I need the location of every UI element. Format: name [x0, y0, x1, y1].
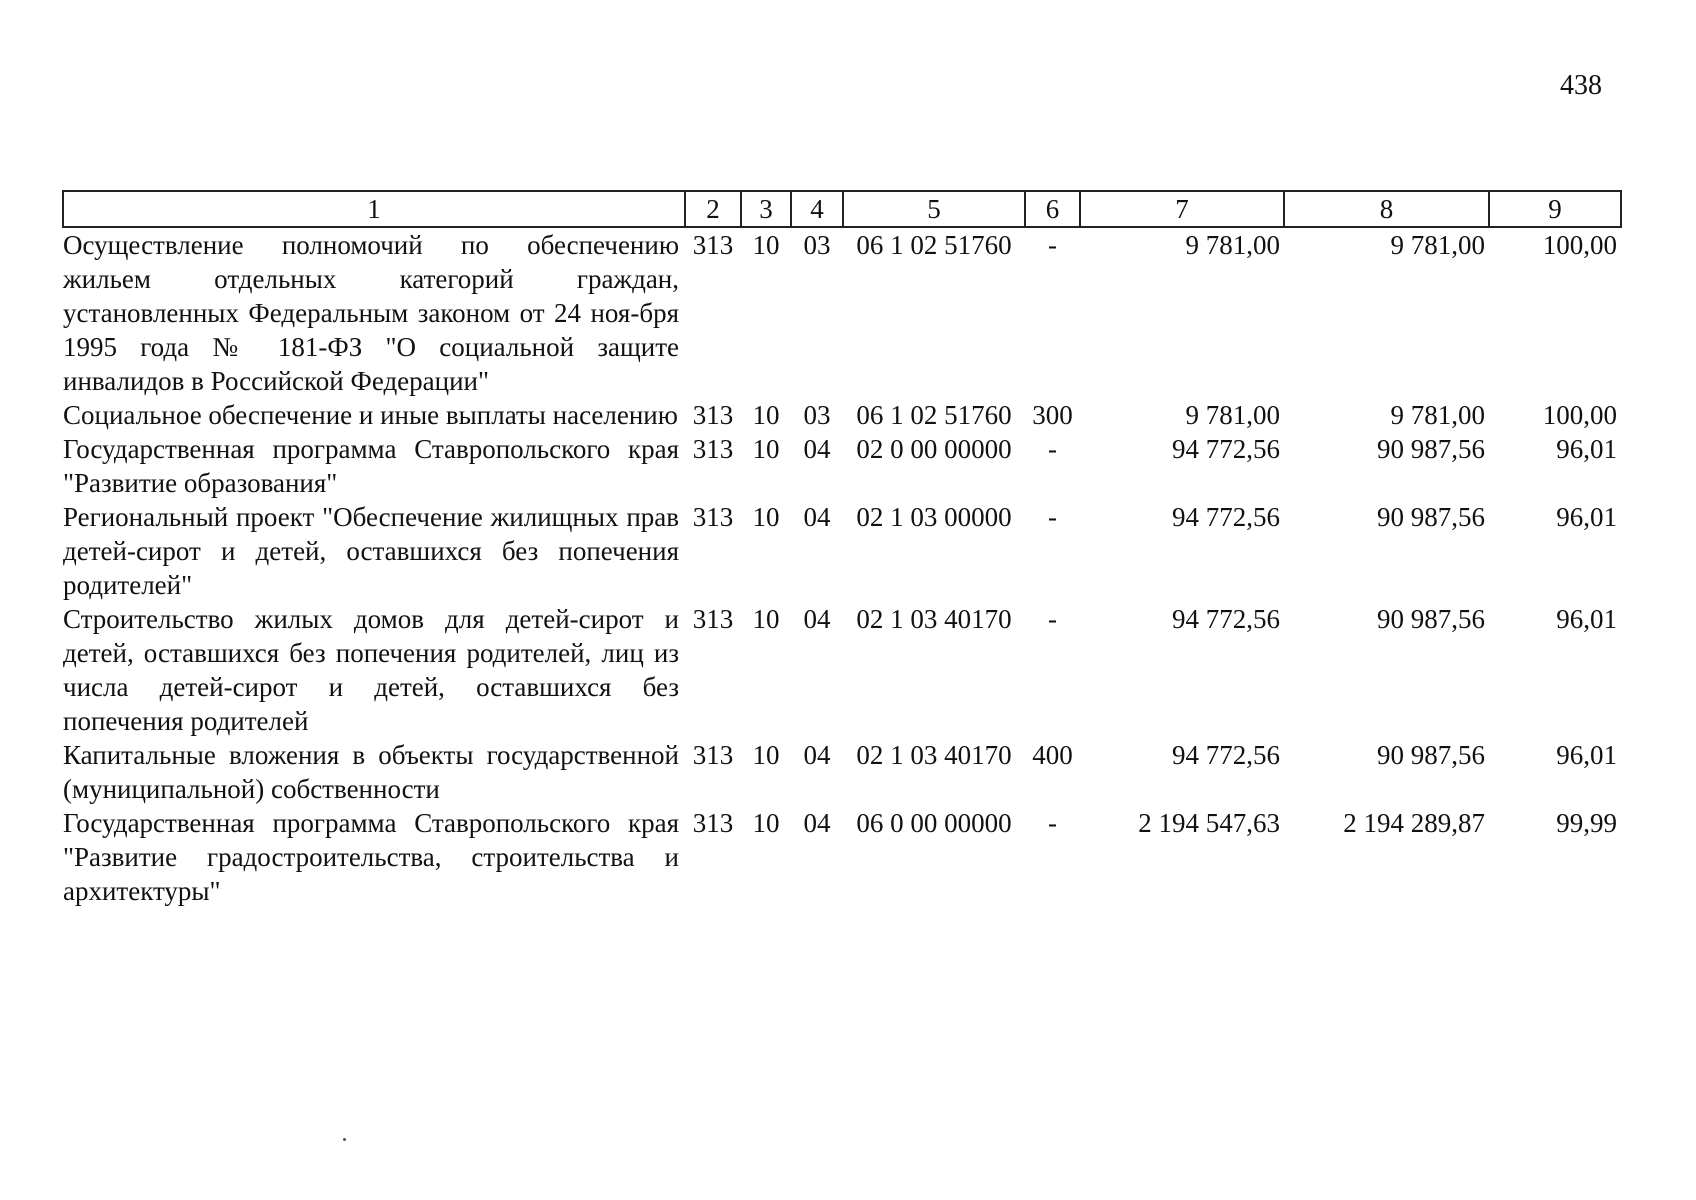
row-actual-amount: 90 987,56: [1377, 434, 1485, 464]
header-col-9: 9: [1489, 191, 1621, 227]
row-percent: 100,00: [1542, 230, 1617, 260]
row-percent: 100,00: [1542, 400, 1617, 430]
row-percent: 96,01: [1556, 604, 1617, 634]
row-description: Государственная программа Ставропольского края "Развитие градостроительства, строительства и архитектуры": [63, 808, 679, 906]
row-expense-type: 300: [1032, 400, 1073, 430]
row-target-article: 02 1 03 40170: [856, 740, 1012, 770]
header-col-4: 4: [791, 191, 843, 227]
row-code-section: 10: [752, 604, 780, 634]
row-description: Социальное обеспечение и иные выплаты населению: [63, 400, 678, 430]
row-code-ministry: 313: [692, 604, 734, 634]
row-code-subsection: 04: [803, 604, 831, 634]
row-code-subsection: 04: [803, 740, 831, 770]
header-col-3: 3: [741, 191, 791, 227]
row-code-ministry: 313: [692, 808, 734, 838]
header-col-2: 2: [685, 191, 741, 227]
row-target-article: 06 0 00 00000: [856, 808, 1012, 838]
row-code-subsection: 04: [803, 434, 831, 464]
budget-table: [62, 190, 1622, 908]
row-target-article: 02 0 00 00000: [856, 434, 1012, 464]
row-target-article: 02 1 03 40170: [856, 604, 1012, 634]
row-code-ministry: 313: [692, 230, 734, 260]
row-actual-amount: 90 987,56: [1377, 502, 1485, 532]
row-description: Строительство жилых домов для детей-сирот и детей, оставшихся без попечения родителей, лиц из числа детей-сирот и детей, оставшихся без попечения родителей: [63, 604, 679, 736]
header-col-6: 6: [1025, 191, 1080, 227]
row-code-ministry: 313: [692, 434, 734, 464]
row-code-section: 10: [752, 502, 780, 532]
row-actual-amount: 90 987,56: [1377, 740, 1485, 770]
row-expense-type: -: [1048, 604, 1057, 634]
row-code-ministry: 313: [692, 400, 734, 430]
page-number: 438: [1560, 70, 1602, 101]
row-planned-amount: 9 781,00: [1185, 230, 1280, 260]
table-row: [63, 602, 1621, 738]
row-percent: 99,99: [1556, 808, 1617, 838]
row-planned-amount: 94 772,56: [1172, 604, 1280, 634]
row-actual-amount: 9 781,00: [1390, 400, 1485, 430]
row-expense-type: -: [1048, 502, 1057, 532]
row-code-section: 10: [752, 400, 780, 430]
row-expense-type: 400: [1032, 740, 1073, 770]
row-target-article: 06 1 02 51760: [856, 400, 1012, 430]
row-planned-amount: 9 781,00: [1185, 400, 1280, 430]
row-code-subsection: 04: [803, 502, 831, 532]
row-code-section: 10: [752, 740, 780, 770]
row-code-subsection: 03: [803, 400, 831, 430]
row-code-section: 10: [752, 808, 780, 838]
row-planned-amount: 94 772,56: [1172, 502, 1280, 532]
table-row: [63, 398, 1621, 432]
table-row: [63, 500, 1621, 602]
header-col-7: 7: [1080, 191, 1284, 227]
header-col-8: 8: [1284, 191, 1489, 227]
row-code-ministry: 313: [692, 740, 734, 770]
scan-speck: [343, 1138, 346, 1141]
header-col-5: 5: [843, 191, 1025, 227]
table-row: [63, 806, 1621, 908]
table-row: [63, 738, 1621, 806]
row-code-section: 10: [752, 230, 780, 260]
row-planned-amount: 94 772,56: [1172, 740, 1280, 770]
row-code-ministry: 313: [692, 502, 734, 532]
table-row: [63, 227, 1621, 398]
row-actual-amount: 2 194 289,87: [1343, 808, 1485, 838]
row-description: Капитальные вложения в объекты государственной (муниципальной) собственности: [63, 740, 679, 804]
table-row: [63, 432, 1621, 500]
column-number-header: [63, 191, 1621, 227]
row-description: Осуществление полномочий по обеспечению жильем отдельных категорий граждан, установленных Федеральным законом от 24 ноя-бря 1995 года № 181-ФЗ "О социальной защите инвалидов в Российской Федерации": [63, 230, 679, 396]
row-code-subsection: 03: [803, 230, 831, 260]
row-percent: 96,01: [1556, 434, 1617, 464]
row-planned-amount: 2 194 547,63: [1138, 808, 1280, 838]
row-percent: 96,01: [1556, 740, 1617, 770]
row-description: Региональный проект "Обеспечение жилищных прав детей-сирот и детей, оставшихся без попечения родителей": [63, 502, 679, 600]
row-code-subsection: 04: [803, 808, 831, 838]
row-expense-type: -: [1048, 230, 1057, 260]
row-target-article: 06 1 02 51760: [856, 230, 1012, 260]
row-expense-type: -: [1048, 808, 1057, 838]
row-code-section: 10: [752, 434, 780, 464]
row-planned-amount: 94 772,56: [1172, 434, 1280, 464]
row-actual-amount: 9 781,00: [1390, 230, 1485, 260]
row-expense-type: -: [1048, 434, 1057, 464]
row-target-article: 02 1 03 00000: [856, 502, 1012, 532]
row-actual-amount: 90 987,56: [1377, 604, 1485, 634]
row-description: Государственная программа Ставропольского края "Развитие образования": [63, 434, 679, 498]
row-percent: 96,01: [1556, 502, 1617, 532]
header-col-1: 1: [63, 191, 685, 227]
